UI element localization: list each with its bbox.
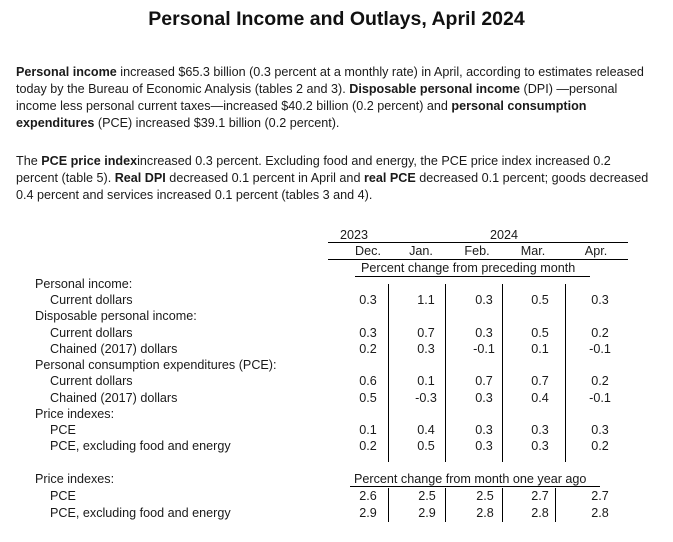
table-cell: 2.6: [359, 489, 377, 503]
table-cell: -0.1: [589, 391, 611, 405]
bold-term: Personal income: [16, 65, 117, 79]
section-rule: [355, 276, 590, 277]
table-cell: 2.7: [591, 489, 609, 503]
paragraph-text: increased 0.3 percent. Excluding food and energy, the PCE price index increased 0.2 percent (table 5).: [16, 154, 611, 185]
month-header: Dec.: [355, 244, 381, 258]
table-cell: 0.3: [475, 293, 493, 307]
row-label: PCE, excluding food and energy: [50, 439, 231, 453]
table-cell: 0.2: [591, 374, 609, 388]
bold-term: Real DPI: [114, 171, 166, 185]
row-label: Current dollars: [50, 293, 133, 307]
table-cell: 0.2: [359, 439, 377, 453]
table-cell: 0.4: [417, 423, 435, 437]
table-cell: -0.1: [589, 342, 611, 356]
paragraph-text: (DPI) —personal income less personal current taxes—increased $40.2 billion (0.2 percent) and: [16, 82, 618, 113]
row-label: Chained (2017) dollars: [50, 391, 178, 405]
paragraph-text: decreased 0.1 percent; goods decreased 0.4 percent and services increased 0.1 percent (tables 3 and 4).: [16, 171, 649, 202]
row-label: Chained (2017) dollars: [50, 342, 178, 356]
column-divider: [565, 284, 566, 462]
month-header: Mar.: [520, 244, 546, 258]
table-cell: 0.3: [475, 391, 493, 405]
table-cell: 0.5: [531, 293, 549, 307]
row-label: Price indexes:: [35, 472, 115, 486]
row-label: PCE, excluding food and energy: [50, 506, 231, 520]
table-cell: 2.5: [418, 489, 436, 503]
month-header: Apr.: [584, 244, 608, 258]
row-label: Price indexes:: [35, 407, 115, 421]
table-cell: 2.8: [531, 506, 549, 520]
month-header: Feb.: [464, 244, 490, 258]
table-cell: 0.2: [591, 439, 609, 453]
paragraph-text: The: [16, 154, 42, 168]
table-cell: 0.3: [359, 293, 377, 307]
section-header: Percent change from month one year ago: [354, 472, 587, 486]
table-cell: 2.7: [531, 489, 549, 503]
page-title: Personal Income and Outlays, April 2024: [148, 8, 525, 30]
table-cell: 0.3: [531, 439, 549, 453]
table-cell: 0.2: [591, 326, 609, 340]
summary-paragraph-2: [16, 153, 656, 204]
table-cell: 2.9: [359, 506, 377, 520]
table-cell: 0.5: [359, 391, 377, 405]
table-cell: 0.1: [417, 374, 435, 388]
bold-term: PCE price index: [41, 154, 138, 168]
table-cell: 0.5: [531, 326, 549, 340]
table-cell: 0.3: [475, 423, 493, 437]
bold-term: personal consumption expenditures: [16, 99, 587, 130]
table-cell: 0.5: [417, 439, 435, 453]
table-cell: 0.2: [359, 342, 377, 356]
table-cell: 0.3: [531, 423, 549, 437]
table-cell: 0.7: [531, 374, 549, 388]
table-cell: 0.4: [531, 391, 549, 405]
table-cell: -0.1: [473, 342, 495, 356]
table-cell: 0.3: [417, 342, 435, 356]
table-cell: 0.1: [359, 423, 377, 437]
section-header: Percent change from preceding month: [361, 261, 576, 275]
table-cell: 0.1: [531, 342, 549, 356]
table-cell: 1.1: [417, 293, 435, 307]
table-cell: 0.3: [475, 439, 493, 453]
paragraph-text: (PCE) increased $39.1 billion (0.2 percent).: [94, 116, 340, 130]
year-2024-header: 2024: [490, 228, 519, 242]
table-cell: 0.3: [359, 326, 377, 340]
paragraph-text: increased $65.3 billion (0.3 percent at a monthly rate) in April, according to estimates released today by the Bureau of Economic Analysis (tables 2 and 3).: [16, 65, 644, 96]
table-cell: 0.3: [475, 326, 493, 340]
row-label: PCE: [50, 489, 76, 503]
row-label: Personal consumption expenditures (PCE):: [35, 358, 277, 372]
table-cell: 2.8: [476, 506, 494, 520]
table-cell: -0.3: [415, 391, 437, 405]
table-cell: 2.8: [591, 506, 609, 520]
bold-term: real PCE: [363, 171, 416, 185]
row-label: PCE: [50, 423, 76, 437]
row-label: Current dollars: [50, 374, 133, 388]
table-cell: 2.9: [418, 506, 436, 520]
table-cell: 2.5: [476, 489, 494, 503]
section-rule: [350, 486, 600, 487]
table-cell: 0.3: [591, 293, 609, 307]
summary-paragraph-1: [16, 64, 656, 132]
row-label: Personal income:: [35, 277, 133, 291]
table-cell: 0.3: [591, 423, 609, 437]
table-cell: 0.7: [475, 374, 493, 388]
row-label: Disposable personal income:: [35, 309, 197, 323]
table-cell: 0.6: [359, 374, 377, 388]
row-label: Current dollars: [50, 326, 133, 340]
bold-term: Disposable personal income: [349, 82, 521, 96]
table-cell: 0.7: [417, 326, 435, 340]
year-2023-header: 2023: [340, 228, 369, 242]
paragraph-text: decreased 0.1 percent in April and: [165, 171, 364, 185]
month-header: Jan.: [409, 244, 433, 258]
